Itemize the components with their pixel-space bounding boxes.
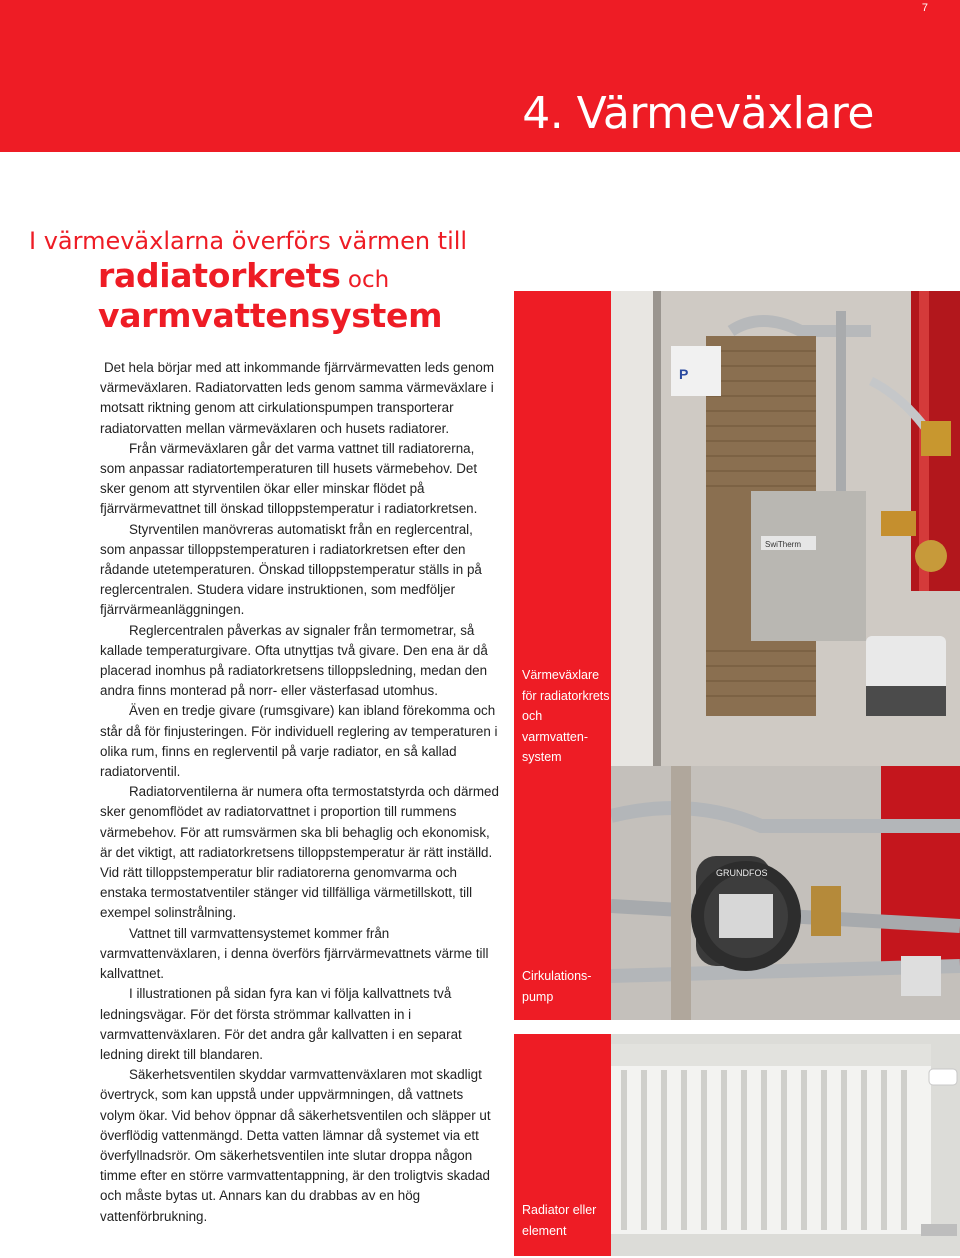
caption-radiator: Radiator eller element: [514, 1034, 611, 1256]
paragraph: I illustrationen på sidan fyra kan vi följa kallvattnets två ledningsvägar. För det första strömmar kallvatten in i varmvattenväxlaren. För det andra går kallvatten i en separat ledning direkt till blandaren.: [100, 986, 462, 1062]
page-number: 7: [921, 2, 928, 14]
chapter-title: 4. Värmeväxlare: [522, 88, 874, 139]
paragraph: Även en tredje givare (rumsgivare) kan ibland förekomma och står då för finjusteringen. För individuell reglering av temperaturen i olika rum, finns en reglerventil på varje radiator, en så kallad radiatorventil.: [100, 703, 498, 780]
heading-line1: I värmeväxlarna överförs värmen till: [29, 227, 468, 255]
exchanger-brand-label: SwiTherm: [765, 540, 802, 549]
chapter-header-band: [0, 0, 960, 152]
heading-line3: [29, 298, 509, 338]
heading-line2: [29, 258, 509, 298]
paragraph: Reglercentralen påverkas av signaler från termometrar, så kallade temperaturgivare. Ofta utnyttjas två givare. Den ena är då placerad inomhus på radiatorkretsens tilloppsledning, medan den andra finns monterad på norr- eller västerfasad utomhus.: [100, 622, 488, 699]
paragraph: Vattnet till varmvattensystemet kommer från varmvattenväxlaren, i denna överförs fjärrvärmevattnets värme till kallvattnet.: [100, 925, 489, 982]
heading-connector: och: [340, 267, 390, 293]
svg-text:P: P: [679, 366, 689, 382]
caption-pump: Cirkulations-pump: [514, 766, 611, 1020]
heat-exchanger-photo: [611, 291, 960, 766]
paragraph: Det hela börjar med att inkommande fjärrvärmevatten leds genom värmeväxlaren. Radiatorvatten leds genom samma värmeväxlare i motsatt riktning genom att cirkulationspumpen transporterar radiatorvatten mellan värmeväxlaren och husets radiatorer.: [100, 360, 495, 436]
caption-heat-exchanger: Värmeväxlare för radiatorkrets och varmvatten-system: [514, 291, 611, 766]
heading-term-radiatorkrets: radiatorkrets: [98, 256, 341, 295]
body-text: [100, 358, 500, 1227]
heading-term-varmvattensystem: varmvattensystem: [98, 296, 443, 335]
radiator-photo: [611, 1034, 960, 1256]
paragraph: Säkerhetsventilen skyddar varmvattenväxlaren mot skadligt övertryck, som kan uppstå under uppvärmningen, då vattnets volym ökar. Vid behov öppnar då säkerhetsventilen och släpper ut överflödig vattenmängd. Detta vatten lämnar då systemet via ett överfyllnadsrör. Om säkerhetsventilen inte slutar droppa någon timme efter en större varmvattentappning, är den troligtvis skadad och måste bytas ut. Annars kan du drabbas av en hög vattenförbrukning.: [100, 1067, 491, 1224]
section-heading: [29, 224, 509, 338]
paragraph: Radiatorventilerna är numera ofta termostatstyrda och därmed sker genomflödet av radiatorvattnet i proportion till rummens värmebehov. För att rumsvärmen ska bli behaglig och ekonomisk, är det viktigt, att radiatorkretsens tilloppstemperatur är rätt inställd. Vid rätt tilloppstemperatur blir radiatorerna genomvarma och enstaka termostatventiler stänger vid tillfälliga värmetillskott, till exempel solinstrålning.: [100, 784, 499, 921]
radiator-fins: [621, 1070, 907, 1230]
paragraph: Från värmeväxlaren går det varma vattnet till radiatorerna, som anpassar radiatortemperaturen till husets värmebehov. Det sker genom att styrventilen ökar eller minskar flödet på fjärrvärmevattnet till önskad tilloppstemperatur i radiatorkretsen.: [100, 440, 478, 517]
pump-brand-label: GRUNDFOS: [716, 868, 768, 878]
circulation-pump-photo: [611, 766, 960, 1020]
paragraph: Styrventilen manövreras automatiskt från en reglercentral, som anpassar tilloppstemperaturen i radiatorkretsen efter den rådande utetemperaturen. Önskad tilloppstemperatur ställs in på reglercentralen. Studera vidare instruktionen, som medföljer fjärrvärmeanläggningen.: [100, 521, 482, 618]
